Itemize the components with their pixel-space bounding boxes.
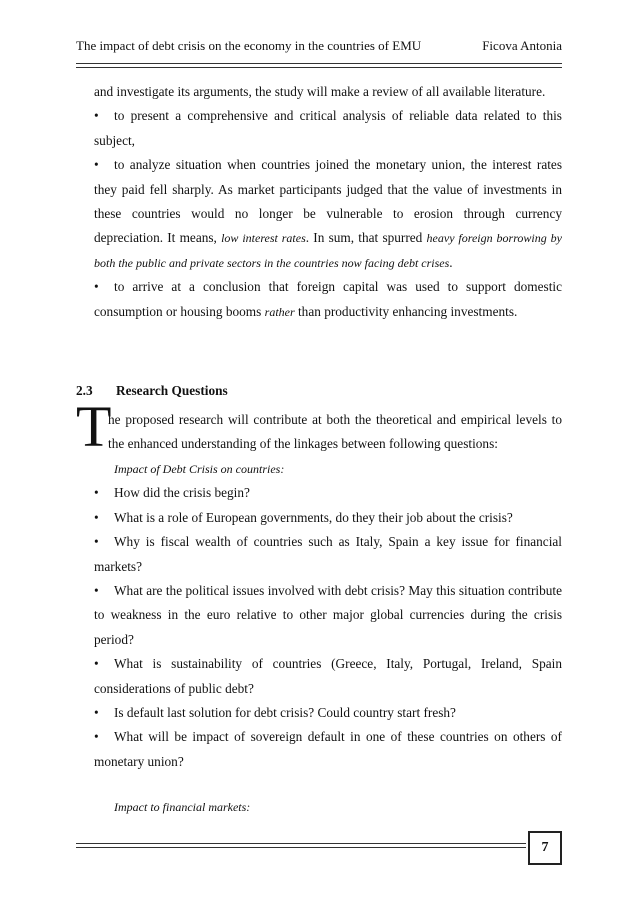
list-item: • What will be impact of sovereign default in one of these countries on others of monetary union? xyxy=(94,725,562,774)
list-item: • Why is fiscal wealth of countries such as Italy, Spain a key issue for financial markets? xyxy=(94,530,562,579)
list-item: • What are the political issues involved with debt crisis? May this situation contribute to weakness in the euro relative to other major global currencies during the crisis period? xyxy=(94,579,562,652)
drop-cap: T xyxy=(76,394,112,459)
paragraph: and investigate its arguments, the study will make a review of all available literature. xyxy=(94,84,546,99)
section-intro: he proposed research will contribute at both the theoretical and empirical levels to the enhanced understanding of the linkages between following questions: xyxy=(108,412,562,452)
bullet-icon: • xyxy=(94,705,99,721)
subheading: Impact of Debt Crisis on countries: xyxy=(114,462,285,476)
list-item: • What is a role of European governments, do they their job about the crisis? xyxy=(94,506,562,530)
section-number: 2.3 xyxy=(76,383,93,398)
bullet-icon: • xyxy=(94,157,99,173)
footer-rule xyxy=(76,843,526,848)
list-item: • What is sustainability of countries (Greece, Italy, Portugal, Ireland, Spain considerations of public debt? xyxy=(94,652,562,701)
section-title: Research Questions xyxy=(116,383,228,398)
header-rule xyxy=(76,63,562,68)
page-number-box xyxy=(528,831,562,865)
bullet-item: • to analyze situation when countries joined the monetary union, the interest rates they paid fell sharply. As market participants judged that the value of investments in these countries would no longer be vulnerable to erosion through currency depreciation. It means, low interest rates. In sum, that spurred heavy foreign borrowing by both the public and private sectors in the countries now facing debt crises. xyxy=(94,153,562,275)
page-number: 7 xyxy=(541,840,549,855)
bullet-icon: • xyxy=(94,509,99,525)
bullet-item: • to present a comprehensive and critical analysis of reliable data related to this subject, xyxy=(94,104,562,153)
list-item: • How did the crisis begin? xyxy=(94,481,562,505)
bullet-icon: • xyxy=(94,583,99,599)
bullet-icon: • xyxy=(94,534,99,550)
list-item: • Is default last solution for debt crisis? Could country start fresh? xyxy=(94,701,562,725)
bullet-icon: • xyxy=(94,279,99,295)
questions-list xyxy=(94,457,562,774)
header-title: The impact of debt crisis on the economy in the countries of EMU xyxy=(76,38,422,53)
bullet-icon: • xyxy=(94,108,99,124)
bullet-icon: • xyxy=(94,656,99,672)
subheading-financial-markets: Impact to financial markets: xyxy=(114,800,251,814)
bullet-icon: • xyxy=(94,729,99,745)
bullet-item: • to arrive at a conclusion that foreign capital was used to support domestic consumption or housing booms rather than productivity enhancing investments. xyxy=(94,275,562,324)
header-author: Ficova Antonia xyxy=(482,38,562,53)
bullet-icon: • xyxy=(94,485,99,501)
body-text xyxy=(94,80,562,324)
